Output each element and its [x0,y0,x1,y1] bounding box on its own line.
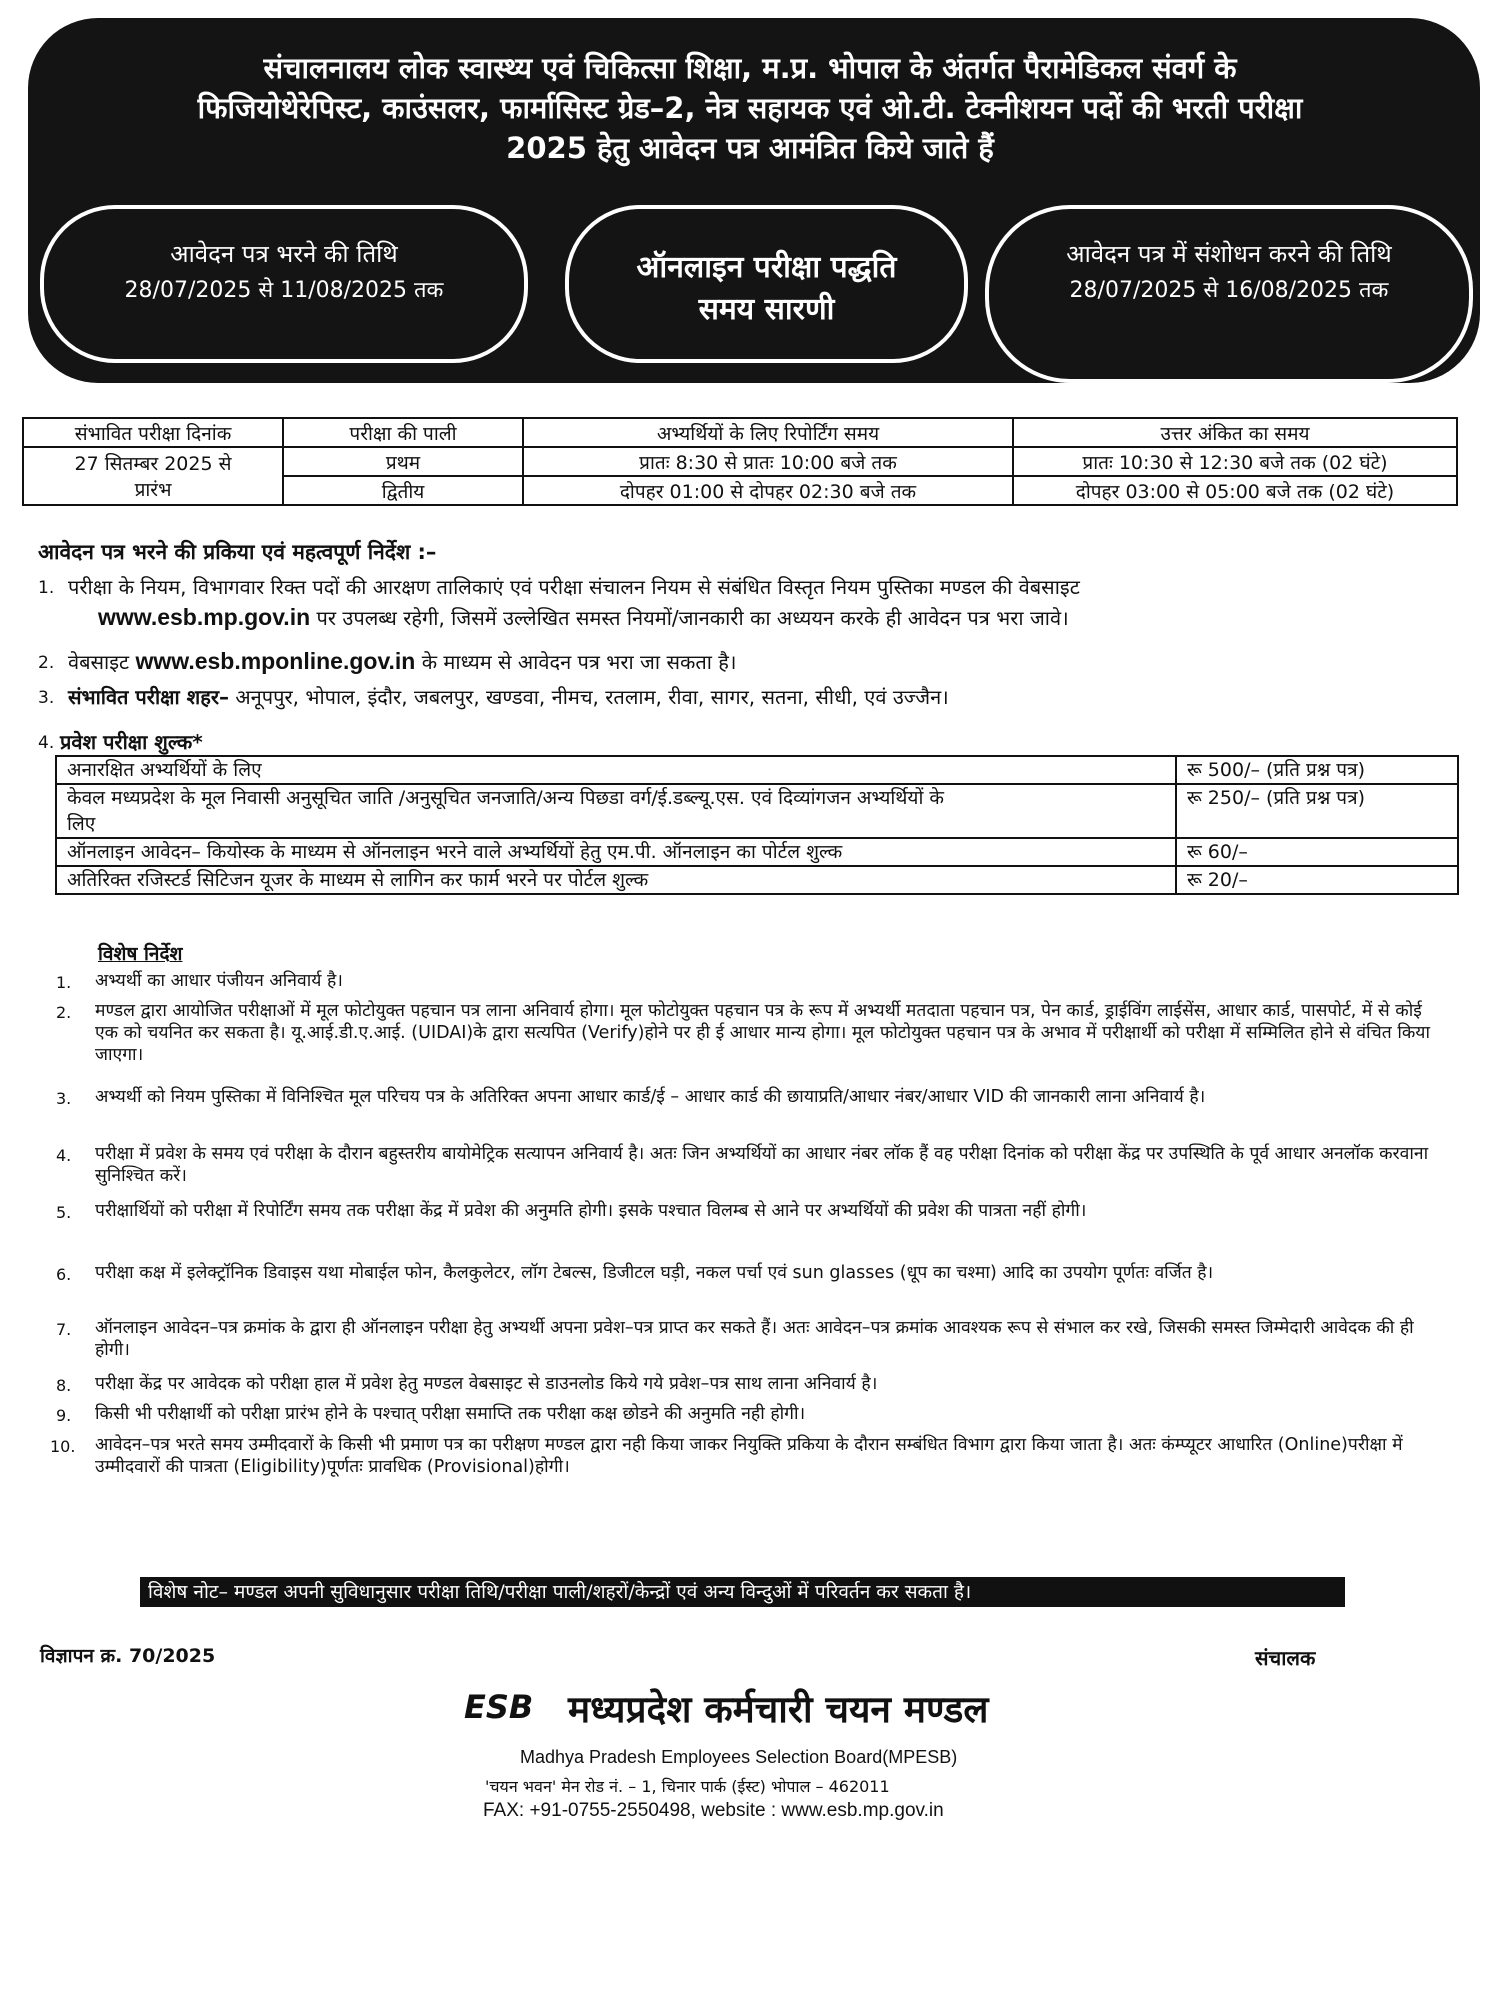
header-title-line-3: 2025 हेतु आवेदन पत्र आमंत्रित किये जाते हैं [506,131,994,165]
special-number: 1. [56,973,72,992]
fee-heading: प्रवेश परीक्षा शुल्क* [60,730,203,754]
header-title-line-2: फिजियोथेरेपिस्ट, काउंसलर, फार्मासिस्ट ग्रेड–2, नेत्र सहायक एवं ओ.टी. टेक्नीशयन पदों की भरती परीक्षा [197,91,1303,125]
special-number: 9. [56,1406,72,1425]
board-contact: FAX: +91-0755-2550498, website : www.esb.mp.gov.in [483,1800,944,1821]
special-item: मण्डल द्वारा आयोजित परीक्षाओं में मूल फोटोयुक्त पहचान पत्र लाना अनिवार्य होगा। मूल फोटोयुक्त पहचान पत्र के रूप में अभ्यर्थी मतदाता पहचान पत्र, पेन कार्ड, ड्राईविंग लाईसेंस, आधार कार्ड, पासपोर्ट, में से कोई एक को चयनित कर सकता है। यू.आई.डी.ए.आई. (UIDAI)के द्वारा सत्यपित (Verify)होने पर ही ई आधार मान्य होगा। मूल फोटोयुक्त पहचान पत्र के अभाव में परीक्षार्थी को परीक्षा में सम्मिलित होने से वंचित किया जाएगा। [95,1001,1430,1065]
fee-table [55,755,1459,895]
instruction-1-line-1: परीक्षा के नियम, विभागवार रिक्त पदों की आरक्षण तालिकाएं एवं परीक्षा संचालन नियम से संबंधित विस्तृत नियम पुस्तिका मण्डल की वेबसाइट [68,575,1080,599]
instruction-2-post: के माध्यम से आवेदन पत्र भरा जा सकता है। [415,650,737,674]
instructions-heading: आवेदन पत्र भरने की प्रकिया एवं महत्वपूर्ण निर्देश :– [38,540,437,564]
special-item: परीक्षा केंद्र पर आवेदक को परीक्षा हाल में प्रवेश हेतु मण्डल वेबसाइट से डाउनलोड किये गये प्रवेश–पत्र साथ लाना अनिवार्य है। [95,1374,878,1394]
special-number: 6. [56,1265,72,1284]
special-number: 3. [56,1089,72,1108]
special-item: परीक्षा में प्रवेश के समय एवं परीक्षा के दौरान बहुस्तरीय बायोमेट्रिक सत्यापन अनिवार्य है। अतः जिन अभ्यर्थियों का आधार नंबर लॉक हैं वह परीक्षा दिनांक को परीक्षा केंद्र पर उपस्थिति के पूर्व आधार अनलॉक करवाना सुनिश्चित करें। [95,1144,1429,1186]
exam-date-line-1: 27 सितम्बर 2025 से [74,453,232,475]
instruction-number: 3. [38,688,55,708]
correction-date-label: आवेदन पत्र में संशोधन करने की तिथि [1066,240,1392,268]
correction-date-range: 28/07/2025 से 16/08/2025 तक [1069,278,1389,303]
instruction-number: 4. [38,733,55,753]
special-instructions-heading: विशेष निर्देश [98,943,183,965]
fee-row [56,756,1458,784]
schedule-header-row [23,418,1457,447]
fee-row [56,866,1458,894]
board-address: 'चयन भवन' मेन रोड नं. – 1, चिनार पार्क (ईस्ट) भोपाल – 462011 [485,1777,890,1796]
mponline-website-link[interactable]: www.esb.mponline.gov.in [135,648,416,674]
special-note-bar: विशेष नोट– मण्डल अपनी सुविधानुसार परीक्षा तिथि/परीक्षा पाली/शहरों/केन्द्रों एवं अन्य विन्दुओं में परिवर्तन कर सकता है। [140,1577,1345,1607]
schedule-table [22,417,1458,506]
instruction-item-2 [68,646,1458,677]
exam-cities-label: संभावित परीक्षा शहर– [68,685,230,709]
special-number: 7. [56,1320,72,1339]
schedule-header-date: संभावित परीक्षा दिनांक [23,418,283,447]
schedule-header-shift: परीक्षा की पाली [283,418,523,447]
special-item: अभ्यर्थी को नियम पुस्तिका में विनिश्चित मूल परिचय पत्र के अतिरिक्त अपना आधार कार्ड/ई – आधार कार्ड की छायाप्रति/आधार नंबर/आधार VID की जानकारी लाना अनिवार्य है। [95,1087,1206,1107]
instruction-1-line-2 [68,602,1458,633]
instruction-1-text: पर उपलब्ध रहेगी, जिसमें उल्लेखित समस्त नियमों/जानकारी का अध्ययन करके ही आवेदन पत्र भरा जावे। [310,606,1069,630]
fee-description: अतिरिक्त रजिस्टर्ड सिटिजन यूजर के माध्यम से लागिन कर फार्म भरने पर पोर्टल शुल्क [56,866,1176,894]
exam-mode-pill [565,205,968,363]
answer-time-cell: दोपहर 03:00 से 05:00 बजे तक (02 घंटे) [1013,476,1457,505]
special-number: 2. [56,1003,72,1022]
esb-logo-icon [462,1688,566,1724]
header-title [60,48,1440,168]
fee-description: ऑनलाइन आवेदन– कियोस्क के माध्यम से ऑनलाइन भरने वाले अभ्यर्थियों हेतु एम.पी. ऑनलाइन का पोर्टल शुल्क [56,838,1176,866]
schedule-row [23,447,1457,476]
fee-amount: रू 20/– [1176,866,1458,894]
shift-cell: प्रथम [283,447,523,476]
application-date-label: आवेदन पत्र भरने की तिथि [170,240,398,268]
director-signature-label: संचालक [1255,1646,1316,1670]
esb-website-link[interactable]: www.esb.mp.gov.in [98,604,311,630]
special-number: 4. [56,1146,72,1165]
fee-amount: रू 250/– (प्रति प्रश्न पत्र) [1176,784,1458,838]
exam-date-line-2: प्रारंभ [134,479,172,501]
instruction-item-1 [68,572,1458,633]
advertisement-number: विज्ञापन क्र. 70/2025 [40,1645,216,1667]
exam-cities-list: अनूपपुर, भोपाल, इंदौर, जबलपुर, खण्डवा, नीमच, रतलाम, रीवा, सागर, सतना, सीधी, एवं उज्जैन। [229,685,949,709]
special-number: 8. [56,1376,72,1395]
esb-logo-text: ESB [464,1688,534,1724]
special-number: 10. [50,1437,76,1456]
timetable-label: समय सारणी [698,292,835,327]
special-item: परीक्षार्थियों को परीक्षा में रिपोर्टिंग समय तक परीक्षा केंद्र में प्रवेश की अनुमति होगी। इसके पश्चात विलम्ब से आने पर अभ्यर्थियों की प्रवेश की पात्रता नहीं होगी। [95,1201,1087,1221]
application-date-pill [40,205,528,363]
reporting-cell: प्रातः 8:30 से प्रातः 10:00 बजे तक [523,447,1013,476]
instruction-2-pre: वेबसाइट [68,650,136,674]
shift-cell: द्वितीय [283,476,523,505]
fee-amount: रू 500/– (प्रति प्रश्न पत्र) [1176,756,1458,784]
schedule-header-answer: उत्तर अंकित का समय [1013,418,1457,447]
board-name-hindi: मध्यप्रदेश कर्मचारी चयन मण्डल [568,1688,989,1731]
fee-description: अनारक्षित अभ्यर्थियों के लिए [56,756,1176,784]
exam-date-cell [23,447,283,505]
instruction-number: 1. [38,578,55,598]
exam-mode-label: ऑनलाइन परीक्षा पद्धति [636,250,897,285]
instruction-number: 2. [38,653,55,673]
special-item: आवेदन–पत्र भरते समय उम्मीदवारों के किसी भी प्रमाण पत्र का परीक्षण मण्डल द्वारा नही किया जाकर नियुक्ति प्रकिया के दौरान सम्बंधित विभाग द्वारा किया जाता है। अतः कंम्प्यूटर आधारित (Online)परीक्षा में उम्मीदवारों की पात्रता (Eligibility)पूर्णतः प्रावधिक (Provisional)होगी। [95,1435,1403,1477]
instruction-item-3 [68,682,1458,712]
header-title-line-1: संचालनालय लोक स्वास्थ्य एवं चिकित्सा शिक्षा, म.प्र. भोपाल के अंतर्गत पैरामेडिकल संवर्ग के [263,51,1237,85]
schedule-header-reporting: अभ्यर्थियों के लिए रिपोर्टिंग समय [523,418,1013,447]
special-number: 5. [56,1203,72,1222]
fee-amount: रू 60/– [1176,838,1458,866]
special-item: किसी भी परीक्षार्थी को परीक्षा प्रारंभ होने के पश्चात् परीक्षा समाप्ति तक परीक्षा कक्ष छोडने की अनुमति नही होगी। [95,1404,806,1424]
fee-row [56,838,1458,866]
fee-description: केवल मध्यप्रदेश के मूल निवासी अनुसूचित जाति /अनुसूचित जनजाति/अन्य पिछडा वर्ग/ई.डब्ल्यू.एस. एवं दिव्यांगजन अभ्यर्थियों के लिए [56,784,1176,838]
fee-row [56,784,1458,838]
correction-date-pill [985,205,1473,383]
answer-time-cell: प्रातः 10:30 से 12:30 बजे तक (02 घंटे) [1013,447,1457,476]
application-date-range: 28/07/2025 से 11/08/2025 तक [124,278,444,303]
special-item: परीक्षा कक्ष में इलेक्ट्रॉनिक डिवाइस यथा मोबाईल फोन, कैलकुलेटर, लॉग टेबल्स, डिजीटल घड़ी, नकल पर्चा एवं sun glasses (धूप का चश्मा) आदि का उपयोग पूर्णतः वर्जित है। [95,1263,1214,1283]
special-item: ऑनलाइन आवेदन–पत्र क्रमांक के द्वारा ही ऑनलाइन परीक्षा हेतु अभ्यर्थी अपना प्रवेश–पत्र प्राप्त कर सकते हैं। अतः आवेदन–पत्र क्रमांक आवश्यक रूप से संभाल कर रखे, जिसकी समस्त जिम्मेदारी आवेदक की ही होगी। [95,1318,1414,1360]
board-name-english: Madhya Pradesh Employees Selection Board(MPESB) [520,1747,958,1767]
reporting-cell: दोपहर 01:00 से दोपहर 02:30 बजे तक [523,476,1013,505]
special-item: अभ्यर्थी का आधार पंजीयन अनिवार्य है। [95,971,343,991]
